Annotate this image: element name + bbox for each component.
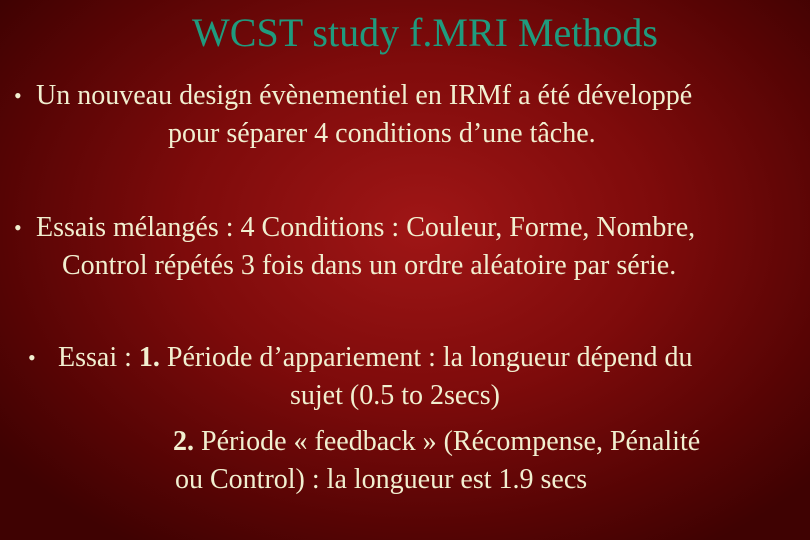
slide-title: WCST study f.MRI Methods (192, 10, 658, 55)
item-2-number: 2. (173, 426, 194, 457)
bullet-3-line-1 (58, 340, 693, 376)
bullet-2-line-1: Essais mélangés : 4 Conditions : Couleur, Forme, Nombre, (36, 212, 696, 243)
item-1-line-1: Période d’appariement : la longueur dépend du (159, 342, 693, 373)
item-1-number: 1. (138, 342, 160, 373)
item-2-line-1-row (173, 424, 700, 460)
item-2-line-1: Période « feedback » (Récompense, Pénalité (194, 426, 701, 457)
bullet-2-line-2: Control répétés 3 fois dans un ordre aléatoire par série. (62, 250, 677, 281)
bullet-marker-2: • (14, 215, 22, 240)
item-1-line-2: sujet (0.5 to 2secs) (290, 380, 500, 411)
item-2-line-2: ou Control) : la longueur est 1.9 secs (175, 464, 588, 495)
bullet-1-line-2: pour séparer 4 conditions d’une tâche. (168, 118, 596, 149)
bullet-marker-3: • (28, 345, 36, 370)
bullet-1-line-1: Un nouveau design évènementiel en IRMf a été développé (36, 80, 693, 111)
bullet-3-prefix: Essai : (58, 342, 139, 373)
bullet-marker-1: • (14, 83, 22, 108)
